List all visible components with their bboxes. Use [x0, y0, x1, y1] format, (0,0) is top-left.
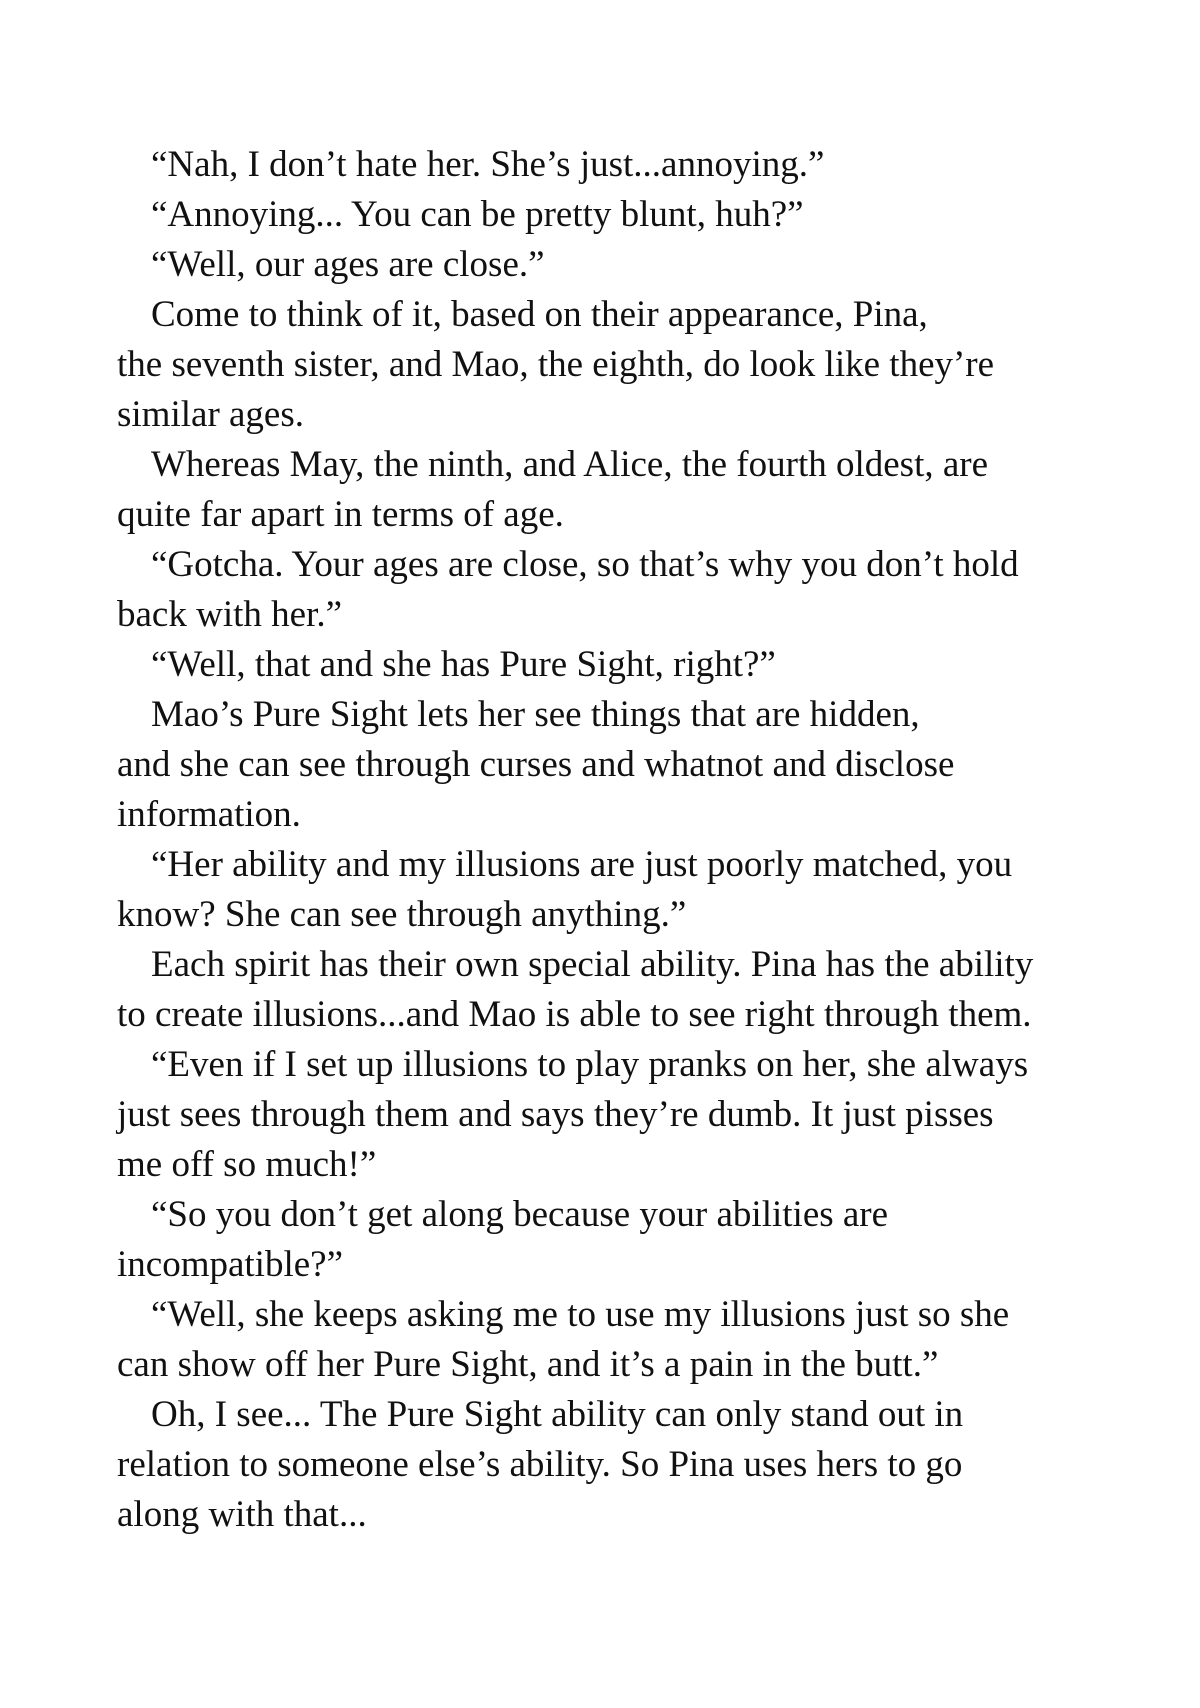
- paragraph: Each spirit has their own special ability. Pina has the ability to create illusions...and Mao is able to see right through them.: [117, 944, 1034, 1035]
- paragraph: “Gotcha. Your ages are close, so that’s why you don’t hold back with her.”: [117, 544, 1019, 635]
- paragraph: Come to think of it, based on their appearance, Pina, the seventh sister, and Mao, the eighth, do look like they’re similar ages.: [117, 294, 995, 435]
- paragraph: “Even if I set up illusions to play pranks on her, she always just sees through them and says they’re dumb. It just pisses me off so much!”: [117, 1044, 1029, 1185]
- paragraph: “Well, she keeps asking me to use my illusions just so she can show off her Pure Sight, and it’s a pain in the butt.”: [117, 1294, 1010, 1385]
- paragraph: Mao’s Pure Sight lets her see things that are hidden, and she can see through curses and whatnot and disclose information.: [117, 694, 955, 835]
- paragraph: Oh, I see... The Pure Sight ability can only stand out in relation to someone else’s ability. So Pina uses hers to go along with that...: [117, 1394, 964, 1535]
- paragraph: “Well, that and she has Pure Sight, right?”: [151, 644, 776, 685]
- body-text: [117, 140, 1117, 1540]
- paragraph: “Nah, I don’t hate her. She’s just...annoying.”: [151, 144, 825, 185]
- paragraph: Whereas May, the ninth, and Alice, the fourth oldest, are quite far apart in terms of age.: [117, 444, 989, 535]
- paragraph: “Well, our ages are close.”: [151, 244, 545, 285]
- paragraph: “Annoying... You can be pretty blunt, huh?”: [151, 194, 804, 235]
- paragraph: “Her ability and my illusions are just poorly matched, you know? She can see through anything.”: [117, 844, 1013, 935]
- paragraph: “So you don’t get along because your abilities are incompatible?”: [117, 1194, 889, 1285]
